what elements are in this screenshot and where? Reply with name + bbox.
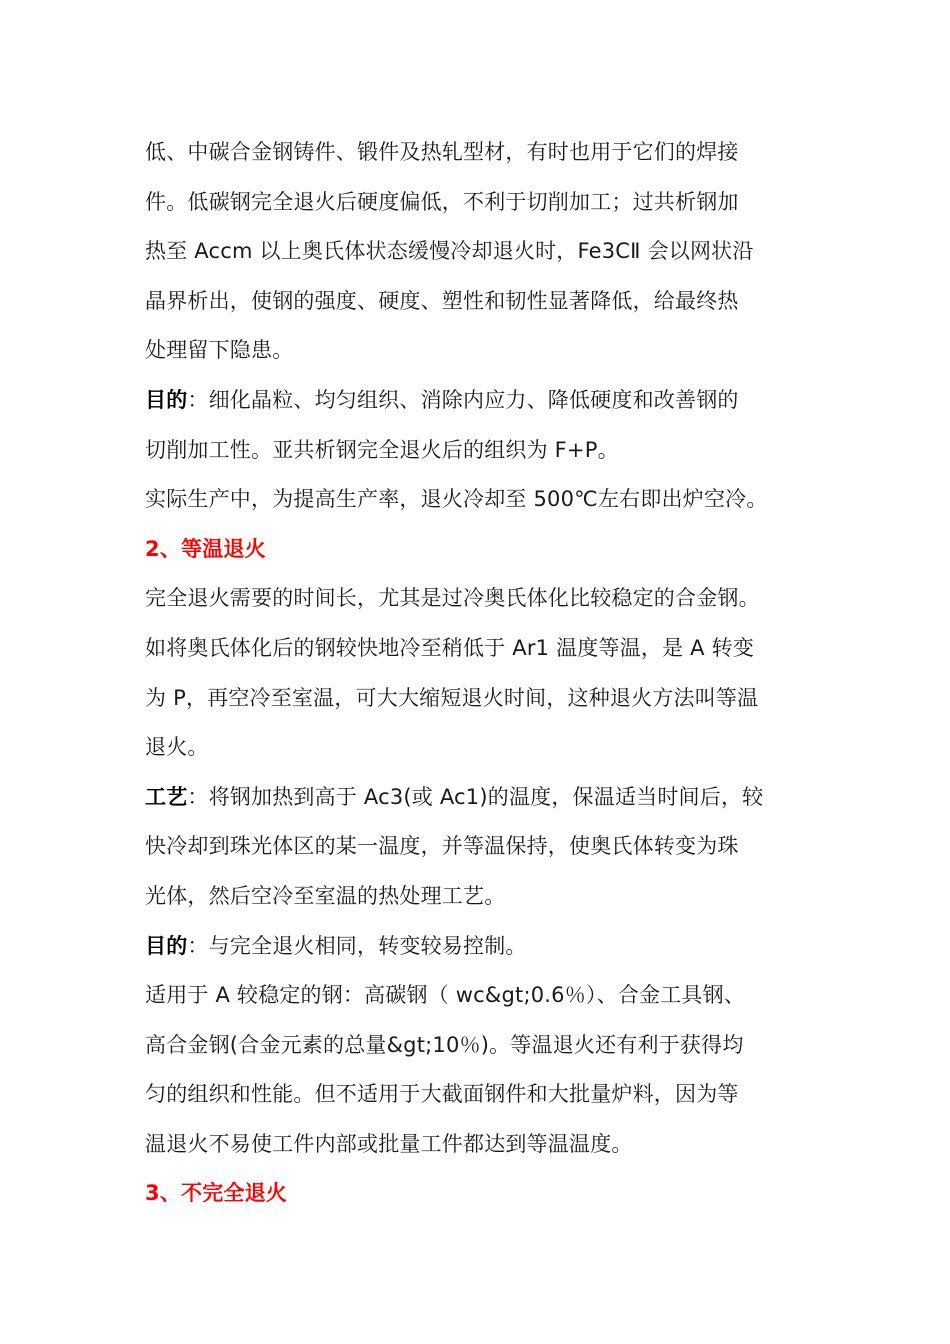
process-line bbox=[145, 773, 825, 823]
paragraph-line: 退火。 bbox=[145, 735, 209, 760]
paragraph-line: 实际生产中，为提高生产率，退火冷却至 500℃左右即出炉空冷。 bbox=[145, 487, 768, 512]
purpose-label: 目的 bbox=[145, 933, 188, 958]
purpose-line bbox=[145, 376, 825, 426]
paragraph-line: 光体，然后空冷至室温的热处理工艺。 bbox=[145, 883, 506, 908]
process-label: 工艺 bbox=[145, 784, 188, 809]
paragraph-line: 切削加工性。亚共析钢完全退火后的组织为 F+P。 bbox=[145, 437, 619, 462]
paragraph-line: 晶界析出，使钢的强度、硬度、塑性和韧性显著降低，给最终热 bbox=[145, 288, 739, 313]
paragraph-line: 匀的组织和性能。但不适用于大截面钢件和大批量炉料，因为等 bbox=[145, 1082, 739, 1107]
paragraph-line: 热至 Accm 以上奥氏体状态缓慢冷却退火时，Fe3CⅡ 会以网状沿 bbox=[145, 239, 754, 264]
paragraph-line: 温退火不易使工件内部或批量工件都达到等温温度。 bbox=[145, 1131, 633, 1156]
paragraph-line: 如将奥氏体化后的钢较快地冷至稍低于 Ar1 温度等温，是 A 转变 bbox=[145, 635, 755, 660]
purpose-line bbox=[145, 922, 825, 972]
paragraph-line: 件。低碳钢完全退火后硬度偏低，不利于切削加工；过共析钢加 bbox=[145, 189, 739, 214]
section-heading-isothermal-annealing: 2、等温退火 bbox=[145, 536, 266, 561]
paragraph-line: 低、中碳合金钢铸件、锻件及热轧型材，有时也用于它们的焊接 bbox=[145, 140, 739, 164]
paragraph-line: 为 P，再空冷至室温，可大大缩短退火时间，这种退火方法叫等温 bbox=[145, 685, 759, 710]
document-page bbox=[145, 128, 825, 1219]
paragraph-line: 快冷却到珠光体区的某一温度，并等温保持，使奥氏体转变为珠 bbox=[145, 834, 739, 859]
purpose-text: ：与完全退火相同，转变较易控制。 bbox=[187, 933, 527, 958]
paragraph-line: 适用于 A 较稳定的钢：高碳钢（ wc&gt;0.6％）、合金工具钢、 bbox=[145, 983, 746, 1008]
paragraph-line: 完全退火需要的时间长，尤其是过冷奥氏体化比较稳定的合金钢。 bbox=[145, 586, 760, 611]
section-heading-incomplete-annealing: 3、不完全退火 bbox=[145, 1181, 288, 1206]
purpose-label: 目的 bbox=[145, 387, 188, 412]
purpose-text: ：细化晶粒、均匀组织、消除内应力、降低硬度和改善钢的 bbox=[187, 387, 739, 412]
paragraph-line: 高合金钢(合金元素的总量&gt;10％)。等温退火还有利于获得均 bbox=[145, 1032, 744, 1057]
process-text: ：将钢加热到高于 Ac3(或 Ac1)的温度，保温适当时间后，较 bbox=[187, 784, 764, 809]
paragraph-line: 处理留下隐患。 bbox=[145, 338, 294, 363]
